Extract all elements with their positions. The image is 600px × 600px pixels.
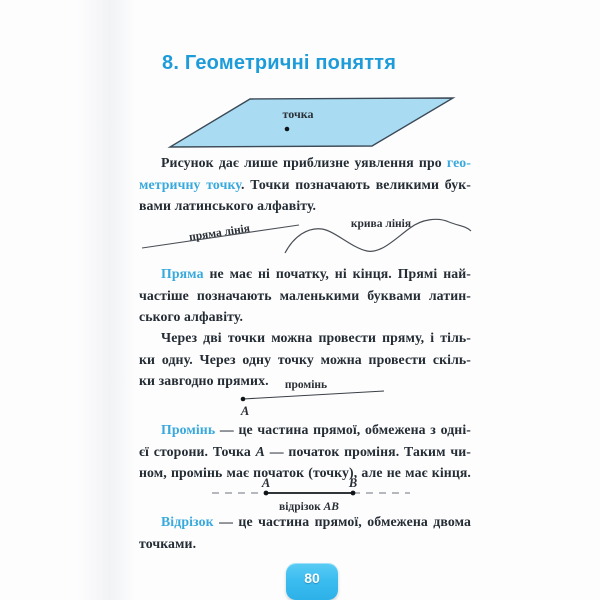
endpoint-b-label: B (348, 476, 358, 490)
plane-parallelogram-shape (170, 98, 453, 147)
page-spine-shadow (78, 0, 136, 600)
figure-lines (138, 214, 473, 264)
text-line (139, 349, 471, 371)
body-text: — це частина прямої, обмежена двома (219, 514, 471, 529)
paragraph-segment (139, 511, 471, 554)
text-line (139, 327, 471, 349)
keyword-line: Пряма (161, 266, 204, 281)
body-text: вами латинського алфавіту. (139, 198, 317, 213)
figure-ray (228, 378, 403, 420)
endpoint-a-dot (264, 491, 269, 496)
body-text: не має ні початку, ні кінця. Прямі най- (209, 266, 471, 281)
ray-origin-label: A (240, 404, 250, 418)
page-title: 8. Геометричні поняття (162, 52, 397, 74)
paragraph-line (139, 263, 471, 328)
page-number-badge (286, 563, 338, 600)
body-text: ки одну. Через одну точку можна провести скіль- (139, 351, 471, 367)
text-line (139, 511, 471, 533)
figure-plane (160, 90, 465, 154)
point-label: точка (282, 107, 314, 121)
segment-caption-points: AB (323, 501, 339, 513)
text-line (139, 419, 471, 441)
page-number: 80 (304, 570, 320, 586)
curved-line-label: крива лінія (350, 218, 412, 230)
keyword-segment: Відрізок (161, 514, 214, 529)
body-text: . Точки позначають великими бук- (240, 176, 471, 192)
keyword-geometric-point: гео- (446, 155, 471, 170)
text-line (139, 152, 471, 174)
text-line (139, 174, 471, 196)
text-line (139, 306, 471, 328)
paragraph-ray (139, 419, 471, 484)
body-text: Через дві точки можна провести пряму, і тіль- (161, 330, 471, 345)
body-text: — початок проміня. Таким чи- (269, 443, 471, 459)
body-text: ського алфавіту. (139, 309, 244, 324)
point-dot (285, 127, 290, 132)
ray-origin-dot (241, 397, 246, 402)
ray-line (243, 391, 384, 399)
keyword-ray: Промінь (161, 422, 216, 437)
point-a-reference: A (255, 443, 265, 459)
endpoint-b-dot (351, 491, 356, 496)
text-line (139, 441, 471, 463)
text-line (139, 533, 471, 555)
body-text: точками. (139, 535, 197, 551)
body-text: ном, промінь має початок (точку), але не має кінця. (139, 465, 471, 480)
body-text: частіше позначають маленькими буквами латин- (139, 287, 471, 303)
body-text: Рисунок дає лише приблизне уявлення про (161, 155, 442, 170)
paragraph-point (139, 152, 471, 217)
text-line (139, 263, 471, 285)
body-text: — це частина прямої, обмежена з одні- (219, 422, 471, 437)
body-text: єї сторони. Точка (139, 443, 251, 459)
segment-caption-word: відрізок (279, 501, 321, 513)
body-text: ки завгодно прямих. (139, 373, 269, 388)
ray-caption: промінь (284, 379, 328, 391)
text-line (139, 285, 471, 307)
endpoint-a-label: A (261, 476, 271, 490)
straight-line-label: пряма лінія (188, 222, 251, 244)
keyword-geometric-point: метричну точку (139, 176, 241, 192)
